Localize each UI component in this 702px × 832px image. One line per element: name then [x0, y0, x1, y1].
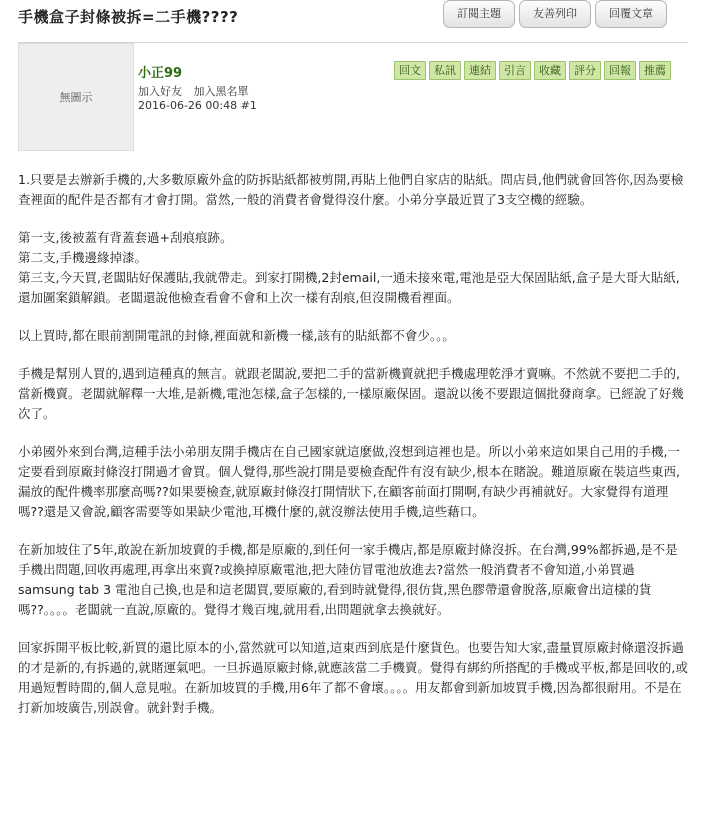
post-timestamp: 2016-06-26 00:48 #1	[138, 99, 257, 112]
post-action-bar	[394, 61, 674, 80]
reply-post-button[interactable]: 回文	[394, 61, 426, 80]
report-button[interactable]: 回報	[604, 61, 636, 80]
post-header	[18, 42, 688, 153]
post-paragraph: 手機是幫別人買的,遇到這種真的無言。就跟老闆說,要把二手的當新機賣就把手機處理乾淨才賣嘛。不然就不要把二手的,當新機賣。老闆就解釋一大堆,是新機,電池怎樣,盒子怎樣的,一樣原廠保固。還說以後不要跟這個批發商拿。已經說了好幾次了。	[18, 366, 684, 421]
add-friend-link[interactable]: 加入好友	[138, 85, 182, 98]
private-message-button[interactable]: 私訊	[429, 61, 461, 80]
avatar[interactable]: 無圖示	[18, 43, 134, 151]
quote-button[interactable]: 引言	[499, 61, 531, 80]
subscribe-thread-button[interactable]: 訂閱主題	[443, 0, 515, 28]
favorite-button[interactable]: 收藏	[534, 61, 566, 80]
reply-thread-button[interactable]: 回覆文章	[595, 0, 667, 28]
link-button[interactable]: 連結	[464, 61, 496, 80]
print-friendly-button[interactable]: 友善列印	[519, 0, 591, 28]
post-paragraph: 小弟國外來到台灣,這種手法小弟朋友開手機店在自己國家就這麼做,沒想到這裡也是。所以小弟來這如果自己用的手機,一定要看到原廠封條沒打開過才會買。個人覺得,那些說打開是要檢查配件有沒有缺少,根本在賭說。難道原廠在裝這些東西,漏放的配件機率那麼高嗎??如果要檢查,就原廠封條沒打開情狀下,在顧客前面打開啊,有缺少再補就好。大家覺得有道理嗎??還是又會說,顧客需要等如果缺少電池,耳機什麼的,就沒辦法使用手機,這些藉口。	[18, 444, 680, 519]
rate-button[interactable]: 評分	[569, 61, 601, 80]
post-paragraph: 在新加坡住了5年,敢說在新加坡賣的手機,都是原廠的,到任何一家手機店,都是原廠封條沒拆。在台灣,99%都拆過,是不是手機出問題,回收再處理,再拿出來賣?或換掉原廠電池,把大陸仿冒電池放進去?當然一般消費者不會知道,小弟買過samsung tab 3 電池自己換,也是和這老闆買,要原廠的,看到時就覺得,很仿貨,黑色膠帶還會脫落,原廠會出這樣的貨嗎??。。。。老闆就一直說,原廠的。覺得才幾百塊,就用看,出問題就拿去換就好。	[18, 542, 678, 617]
thread-title: 手機盒子封條被拆=二手機????	[18, 8, 239, 26]
post-paragraph: 以上買時,都在眼前割開電訊的封條,裡面就和新機一樣,該有的貼紙都不會少。。。	[18, 328, 455, 343]
post-paragraph: 回家拆開平板比較,新買的還比原本的小,當然就可以知道,這東西到底是什麼貨色。也要告知大家,盡量買原廠封條還沒拆過的才是新的,有拆過的,就賭運氣吧。一旦拆過原廠封條,就應該當二手機賣。覺得有綁約所搭配的手機或平板,都是回收的,或用過短暫時間的,個人意見啦。在新加坡買的手機,用6年了都不會壞。。。。用友都會到新加坡買手機,因為都很耐用。不是在打新加坡廣告,別誤會。就針對手機。	[18, 640, 688, 715]
recommend-button[interactable]: 推薦	[639, 61, 671, 80]
post-body	[18, 170, 690, 736]
post-paragraph: 第一支,後被蓋有背蓋套過+刮痕痕跡。 第二支,手機邊緣掉漆。 第三支,今天買,老闆貼好保護貼,我就帶走。到家打開機,2封email,一通未接來電,電池是亞大保固貼紙,盒子是大哥大貼紙,還加圖案鎖解鎖。老闆還說他檢查看會不會和上次一樣有刮痕,但沒開機看裡面。	[18, 230, 680, 305]
thread-actions	[443, 0, 671, 28]
post-paragraph: 1.只要是去辦新手機的,大多數原廠外盒的防拆貼紙都被剪開,再貼上他們自家店的貼紙。問店員,他們就會回答你,因為要檢查裡面的配件是否都有才會打開。當然,一般的消費者會覺得沒什麼。小弟分享最近買了3支空機的經驗。	[18, 172, 684, 207]
author-name-link[interactable]: 小正99	[138, 66, 183, 81]
add-blacklist-link[interactable]: 加入黑名單	[193, 85, 249, 98]
author-links	[138, 83, 257, 99]
